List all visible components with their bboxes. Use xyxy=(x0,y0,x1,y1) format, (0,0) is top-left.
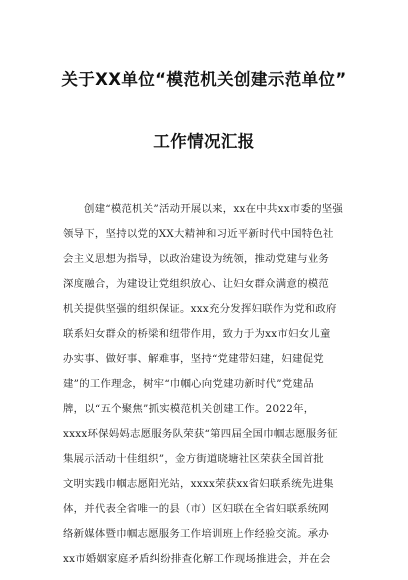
body-line: 联系妇女群众的桥梁和纽带作用，致力于为xx市妇女儿童 xyxy=(63,328,331,340)
body-line: 建”的工作理念，树牢“巾帼心向党建功新时代”党建品 xyxy=(63,378,314,390)
document-subtitle: 工作情况汇报 xyxy=(153,132,255,151)
body-line: 体，并代表全省唯一的县（市）区妇联在全省妇联系统网 xyxy=(63,503,330,515)
body-line: 文明实践巾帼志愿阳光站，xxxx荣获xx省妇联系统先进集 xyxy=(63,478,334,490)
body-line: 创建“模范机关”活动开展以来，xx在中共xx市委的坚强 xyxy=(84,203,344,215)
body-line: 络新媒体暨巾帼志愿服务工作培训班上作经验交流。承办 xyxy=(63,528,330,540)
body-line: xx市婚姻家庭矛盾纠纷排查化解工作现场推进会，并在会 xyxy=(63,553,331,565)
body-line: 集展示活动十佳组织”，金方街道晓塘社区荣获全国首批 xyxy=(63,453,324,465)
body-line: 领导下，坚持以党的XX大精神和习近平新时代中国特色社 xyxy=(63,228,334,240)
body-line: 会主义思想为指导，以政治建设为统领，推动党建与业务 xyxy=(63,253,330,265)
body-line: xxxx环保妈妈志愿服务队荣获“第四届全国巾帼志愿服务征 xyxy=(63,428,338,440)
body-line: 机关提供坚强的组织保证。xxx充分发挥妇联作为党和政府 xyxy=(63,303,337,315)
body-line: 牌，以“五个聚焦”抓实模范机关创建工作。2022年， xyxy=(63,403,315,415)
document-title: 关于XX单位“模范机关创建示范单位” xyxy=(61,70,347,89)
document-body xyxy=(63,197,349,572)
body-line: 深度融合，为建设让党组织放心、让妇女群众满意的模范 xyxy=(63,278,330,290)
body-line: 办实事、做好事、解难事，坚持“党建带妇建，妇建促党 xyxy=(63,353,324,365)
